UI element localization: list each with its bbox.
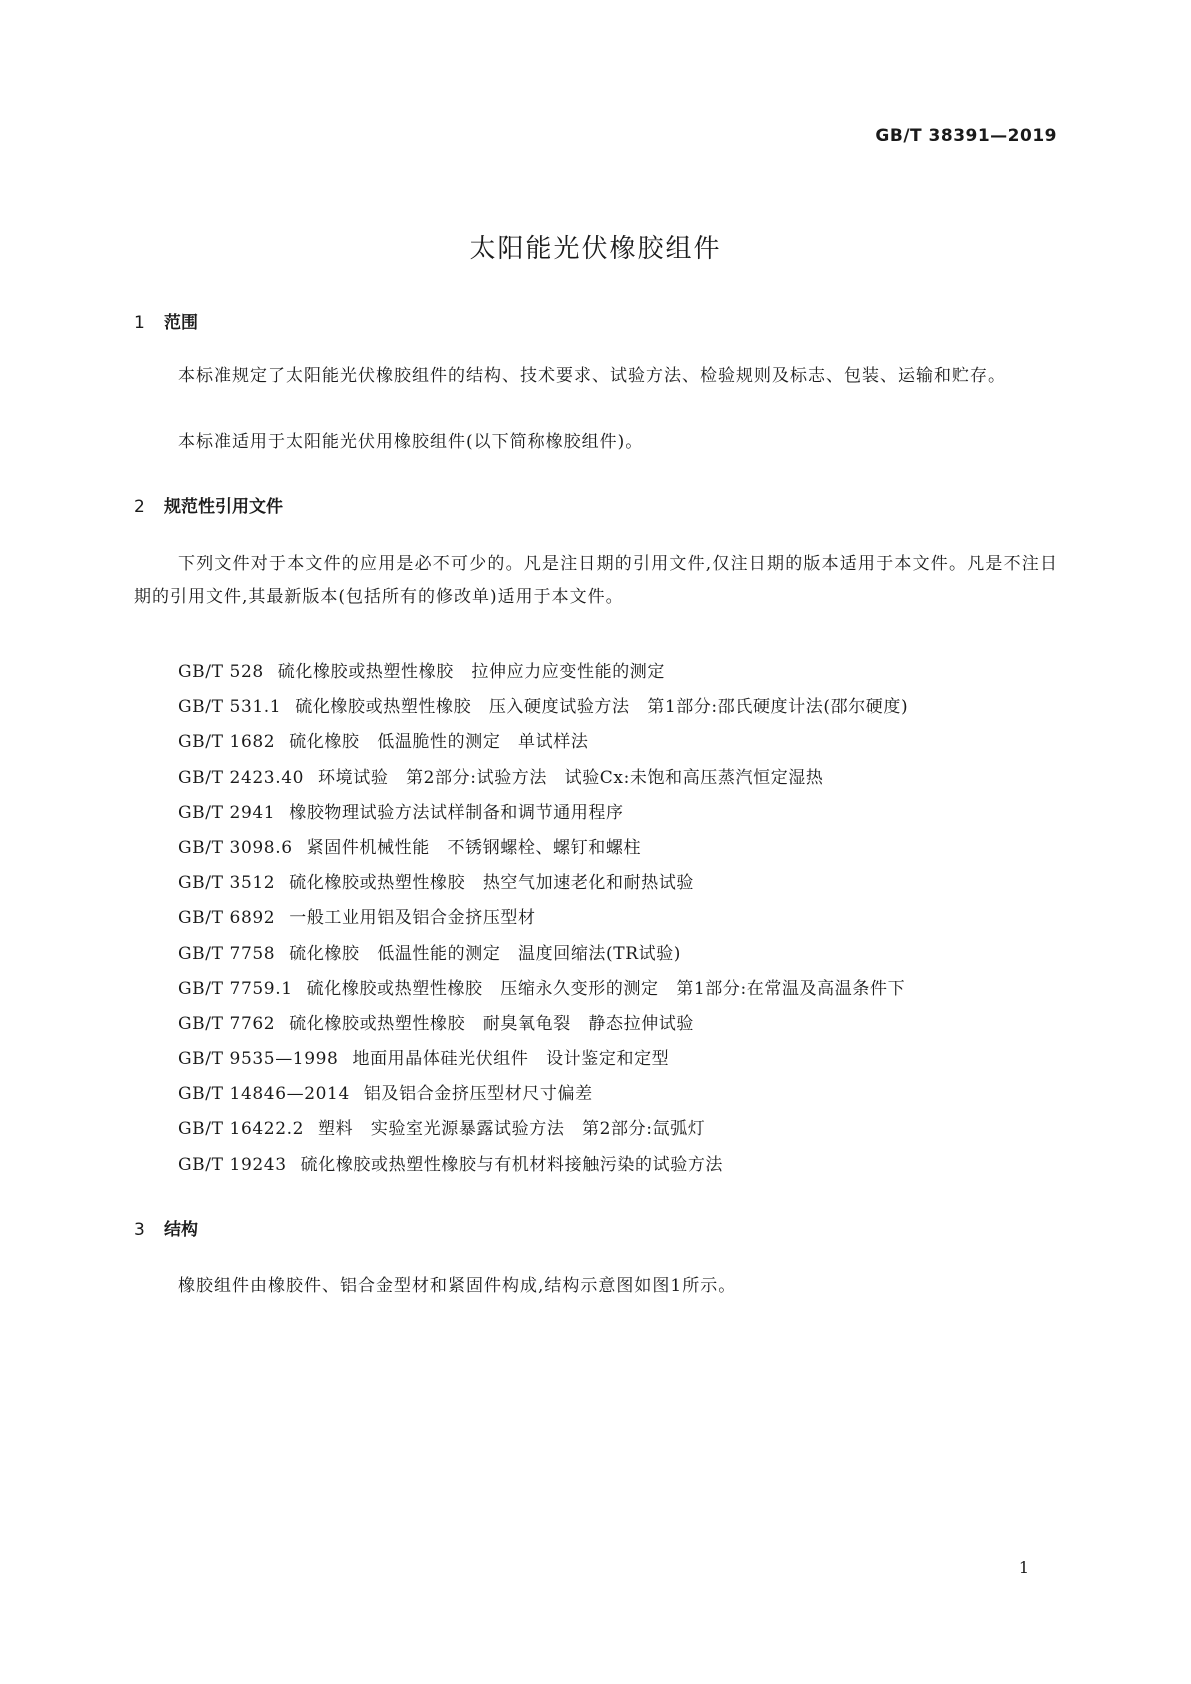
section-number: 3 xyxy=(134,1220,145,1240)
reference-item xyxy=(178,761,908,796)
section-title: 规范性引用文件 xyxy=(164,497,283,517)
reference-code: GB/T 2423.40 xyxy=(178,767,305,788)
reference-list xyxy=(178,655,908,1183)
reference-code: GB/T 531.1 xyxy=(178,697,282,718)
section-title: 结构 xyxy=(164,1220,198,1240)
reference-item xyxy=(178,901,908,936)
scope-paragraph-2: 本标准适用于太阳能光伏用橡胶组件(以下简称橡胶组件)。 xyxy=(178,432,644,452)
reference-title: 硫化橡胶或热塑性橡胶 耐臭氧龟裂 静态拉伸试验 xyxy=(289,1013,695,1034)
structure-paragraph: 橡胶组件由橡胶件、铝合金型材和紧固件构成,结构示意图如图1所示。 xyxy=(178,1276,737,1296)
reference-code: GB/T 19243 xyxy=(178,1154,287,1175)
reference-code: GB/T 7758 xyxy=(178,943,276,964)
reference-title: 硫化橡胶或热塑性橡胶 热空气加速老化和耐热试验 xyxy=(289,873,695,894)
reference-title: 一般工业用铝及铝合金挤压型材 xyxy=(289,908,536,929)
reference-item xyxy=(178,796,908,831)
reference-item xyxy=(178,690,908,725)
reference-item xyxy=(178,972,908,1007)
reference-title: 橡胶物理试验方法试样制备和调节通用程序 xyxy=(289,802,624,823)
reference-code: GB/T 2941 xyxy=(178,802,276,823)
reference-title: 环境试验 第2部分:试验方法 试验Cx:未饱和高压蒸汽恒定湿热 xyxy=(318,767,824,788)
reference-title: 紧固件机械性能 不锈钢螺栓、螺钉和螺柱 xyxy=(306,837,642,858)
references-intro: 下列文件对于本文件的应用是必不可少的。凡是注日期的引用文件,仅注日期的版本适用于本文件。凡是不注日期的引用文件,其最新版本(包括所有的修改单)适用于本文件。 xyxy=(134,554,1058,607)
reference-code: GB/T 16422.2 xyxy=(178,1119,305,1140)
reference-title: 硫化橡胶或热塑性橡胶与有机材料接触污染的试验方法 xyxy=(300,1154,724,1175)
reference-code: GB/T 6892 xyxy=(178,908,276,929)
reference-item xyxy=(178,1148,908,1183)
reference-item xyxy=(178,1007,908,1042)
reference-code: GB/T 14846—2014 xyxy=(178,1084,350,1105)
page-number: 1 xyxy=(1018,1558,1029,1577)
reference-code: GB/T 1682 xyxy=(178,732,276,753)
section-heading-structure xyxy=(134,1215,198,1240)
reference-code: GB/T 3512 xyxy=(178,873,276,894)
reference-item xyxy=(178,655,908,690)
reference-title: 硫化橡胶或热塑性橡胶 压缩永久变形的测定 第1部分:在常温及高温条件下 xyxy=(306,978,906,999)
reference-item xyxy=(178,1112,908,1147)
section-number: 2 xyxy=(134,497,145,517)
reference-item xyxy=(178,866,908,901)
reference-item xyxy=(178,937,908,972)
reference-title: 铝及铝合金挤压型材尺寸偏差 xyxy=(363,1084,593,1105)
reference-item xyxy=(178,831,908,866)
reference-code: GB/T 528 xyxy=(178,662,264,682)
reference-code: GB/T 7759.1 xyxy=(178,978,293,999)
reference-code: GB/T 7762 xyxy=(178,1013,276,1034)
reference-title: 地面用晶体硅光伏组件 设计鉴定和定型 xyxy=(352,1049,670,1070)
section-title: 范围 xyxy=(164,313,198,333)
reference-code: GB/T 3098.6 xyxy=(178,837,293,858)
section-heading-normative-references xyxy=(134,492,283,517)
reference-title: 硫化橡胶 低温性能的测定 温度回缩法(TR试验) xyxy=(289,943,682,964)
reference-title: 硫化橡胶或热塑性橡胶 压入硬度试验方法 第1部分:邵氏硬度计法(邵尔硬度) xyxy=(295,697,909,718)
scope-paragraph-1: 本标准规定了太阳能光伏橡胶组件的结构、技术要求、试验方法、检验规则及标志、包装、运输和贮存。 xyxy=(178,366,1006,386)
reference-title: 硫化橡胶或热塑性橡胶 拉伸应力应变性能的测定 xyxy=(277,662,665,682)
section-number: 1 xyxy=(134,313,145,333)
reference-title: 塑料 实验室光源暴露试验方法 第2部分:氙弧灯 xyxy=(318,1119,706,1140)
reference-item xyxy=(178,1042,908,1077)
reference-title: 硫化橡胶 低温脆性的测定 单试样法 xyxy=(289,732,589,753)
document-title: 太阳能光伏橡胶组件 xyxy=(469,234,722,264)
reference-code: GB/T 9535—1998 xyxy=(178,1049,339,1070)
reference-item xyxy=(178,1077,908,1112)
reference-item xyxy=(178,725,908,760)
standard-number: GB/T 38391—2019 xyxy=(875,126,1057,146)
section-heading-scope xyxy=(134,308,198,333)
